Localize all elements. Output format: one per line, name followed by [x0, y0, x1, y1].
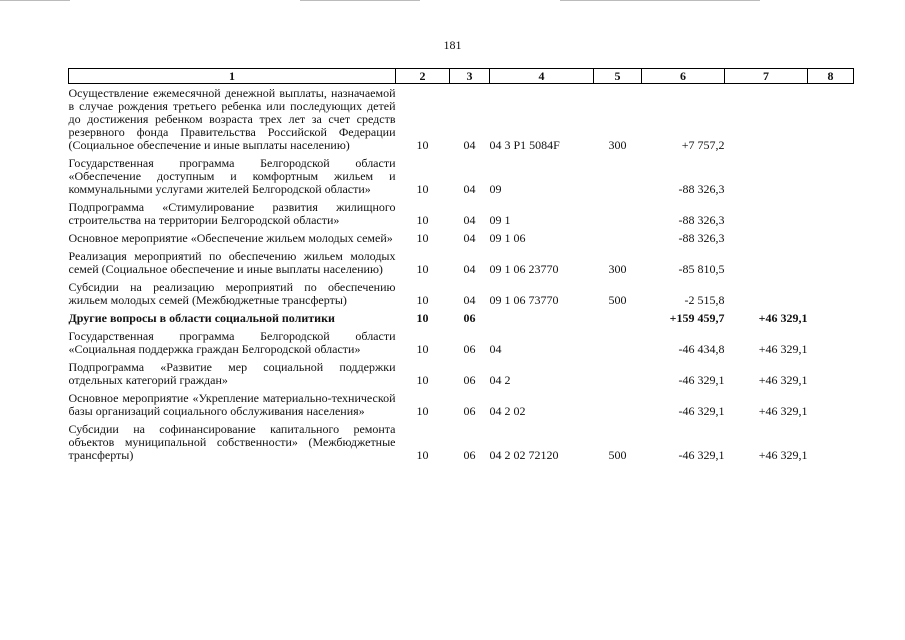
row-amount-change-1: -88 326,3 — [678, 182, 725, 196]
row-target-article — [490, 309, 594, 327]
row-target-article: 04 — [489, 342, 502, 356]
table-row — [69, 198, 854, 229]
row-amount-change-2: +46 329,1 — [758, 448, 808, 462]
row-amount-change-3 — [808, 229, 854, 247]
row-subsection-code: 04 — [463, 231, 476, 245]
row-amount-change-1: -46 329,1 — [678, 373, 725, 387]
row-amount-change-1: +7 757,2 — [681, 138, 725, 152]
table-row — [69, 247, 854, 278]
row-amount-change-1: -85 810,5 — [678, 262, 725, 276]
table-row — [69, 84, 854, 155]
row-amount-change-2 — [725, 229, 808, 247]
row-target-article: 04 2 — [489, 373, 511, 387]
row-target-article: 09 1 — [489, 213, 511, 227]
row-amount-change-2 — [725, 84, 808, 155]
row-expense-type — [594, 309, 642, 327]
row-subsection-code: 04 — [463, 213, 476, 227]
table-row — [69, 229, 854, 247]
row-amount-change-2 — [725, 247, 808, 278]
row-expense-type — [594, 198, 642, 229]
row-name: Реализация мероприятий по обеспечению жильем молодых семей (Социальное обеспечение и иные выплаты населению) — [68, 249, 396, 276]
row-subsection-code: 04 — [463, 293, 476, 307]
row-name: Основное мероприятие «Укрепление материально-технической базы организаций социального обслуживания населения» — [68, 391, 396, 418]
row-amount-change-3 — [808, 358, 854, 389]
table-header-row — [69, 69, 854, 84]
row-amount-change-1: -46 329,1 — [678, 404, 725, 418]
column-header: 8 — [808, 69, 854, 84]
row-subsection-code: 06 — [463, 311, 476, 325]
scan-top-line-right — [560, 0, 760, 1]
row-subsection-code: 04 — [463, 182, 476, 196]
row-section-code: 10 — [416, 293, 429, 307]
row-name: Субсидии на софинансирование капитального ремонта объектов муниципальной собственности» (Межбюджетные трансферты) — [68, 422, 396, 462]
row-amount-change-3 — [808, 278, 854, 309]
page-number: 181 — [443, 38, 462, 52]
row-section-code: 10 — [416, 448, 429, 462]
row-expense-type: 300 — [608, 262, 627, 276]
column-header: 4 — [490, 69, 594, 84]
column-header: 1 — [69, 69, 396, 84]
row-amount-change-1: -88 326,3 — [678, 213, 725, 227]
row-expense-type — [594, 358, 642, 389]
row-expense-type: 300 — [608, 138, 627, 152]
row-section-code: 10 — [416, 342, 429, 356]
row-section-code: 10 — [416, 231, 429, 245]
row-amount-change-1: -46 434,8 — [678, 342, 725, 356]
row-name: Государственная программа Белгородской области «Обеспечение доступным и комфортным жильем и коммунальными услугами жителей Белгородской области» — [68, 156, 396, 196]
row-subsection-code: 04 — [463, 138, 476, 152]
row-subsection-code: 06 — [463, 448, 476, 462]
row-amount-change-3 — [808, 247, 854, 278]
row-amount-change-3 — [808, 198, 854, 229]
budget-table — [68, 68, 854, 464]
table-row — [69, 278, 854, 309]
row-section-code: 10 — [416, 182, 429, 196]
row-amount-change-3 — [808, 309, 854, 327]
table-row — [69, 327, 854, 358]
row-section-code: 10 — [416, 311, 429, 325]
row-amount-change-1: +159 459,7 — [669, 311, 725, 325]
row-amount-change-2 — [725, 154, 808, 198]
row-amount-change-2: +46 329,1 — [758, 342, 808, 356]
row-target-article: 09 1 06 73770 — [489, 293, 559, 307]
row-amount-change-1: -88 326,3 — [678, 231, 725, 245]
row-amount-change-2 — [725, 198, 808, 229]
row-amount-change-2: +46 329,1 — [758, 373, 808, 387]
table-row — [69, 420, 854, 464]
row-target-article: 04 2 02 72120 — [489, 448, 559, 462]
column-header: 6 — [642, 69, 725, 84]
table-row — [69, 154, 854, 198]
row-section-code: 10 — [416, 262, 429, 276]
row-amount-change-3 — [808, 389, 854, 420]
row-name: Осуществление ежемесячной денежной выплаты, назначаемой в случае рождения третьего ребенка или последующих детей до достижения ребенком возраста трех лет за счет средств резервного фонда Правительства Российской Федерации (Социальное обеспечение и иные выплаты населению) — [68, 86, 396, 152]
row-amount-change-3 — [808, 84, 854, 155]
row-amount-change-3 — [808, 420, 854, 464]
column-header: 5 — [594, 69, 642, 84]
row-expense-type — [594, 229, 642, 247]
row-name: Подпрограмма «Стимулирование развития жилищного строительства на территории Белгородской области» — [68, 200, 396, 227]
row-expense-type — [594, 327, 642, 358]
table-row — [69, 389, 854, 420]
column-header: 3 — [450, 69, 490, 84]
row-section-code: 10 — [416, 404, 429, 418]
row-amount-change-3 — [808, 327, 854, 358]
table-row — [69, 309, 854, 327]
row-amount-change-1: -46 329,1 — [678, 448, 725, 462]
column-header: 2 — [396, 69, 450, 84]
column-header: 7 — [725, 69, 808, 84]
row-name: Субсидии на реализацию мероприятий по обеспечению жильем молодых семей (Межбюджетные трансферты) — [68, 280, 396, 307]
scan-top-line-left — [0, 0, 70, 1]
row-amount-change-2: +46 329,1 — [758, 404, 808, 418]
row-target-article: 04 2 02 — [489, 404, 526, 418]
table-row — [69, 358, 854, 389]
row-section-code: 10 — [416, 138, 429, 152]
row-section-code: 10 — [416, 373, 429, 387]
row-expense-type: 500 — [608, 293, 627, 307]
row-target-article: 09 1 06 — [489, 231, 526, 245]
row-target-article: 04 3 P1 5084F — [489, 138, 560, 152]
row-target-article: 09 1 06 23770 — [489, 262, 559, 276]
row-amount-change-1: -2 515,8 — [684, 293, 725, 307]
row-expense-type — [594, 154, 642, 198]
row-amount-change-2 — [725, 278, 808, 309]
row-amount-change-3 — [808, 154, 854, 198]
row-name: Основное мероприятие «Обеспечение жильем молодых семей» — [68, 231, 393, 245]
row-name: Подпрограмма «Развитие мер социальной поддержки отдельных категорий граждан» — [68, 360, 396, 387]
row-subsection-code: 06 — [463, 373, 476, 387]
row-name: Государственная программа Белгородской области «Социальная поддержка граждан Белгородской области» — [68, 329, 396, 356]
row-amount-change-2: +46 329,1 — [758, 311, 808, 325]
row-name: Другие вопросы в области социальной политики — [68, 311, 335, 325]
row-expense-type: 500 — [608, 448, 627, 462]
row-subsection-code: 04 — [463, 262, 476, 276]
row-subsection-code: 06 — [463, 342, 476, 356]
row-target-article: 09 — [489, 182, 502, 196]
scan-top-line-mid — [300, 0, 420, 1]
row-subsection-code: 06 — [463, 404, 476, 418]
row-section-code: 10 — [416, 213, 429, 227]
row-expense-type — [594, 389, 642, 420]
